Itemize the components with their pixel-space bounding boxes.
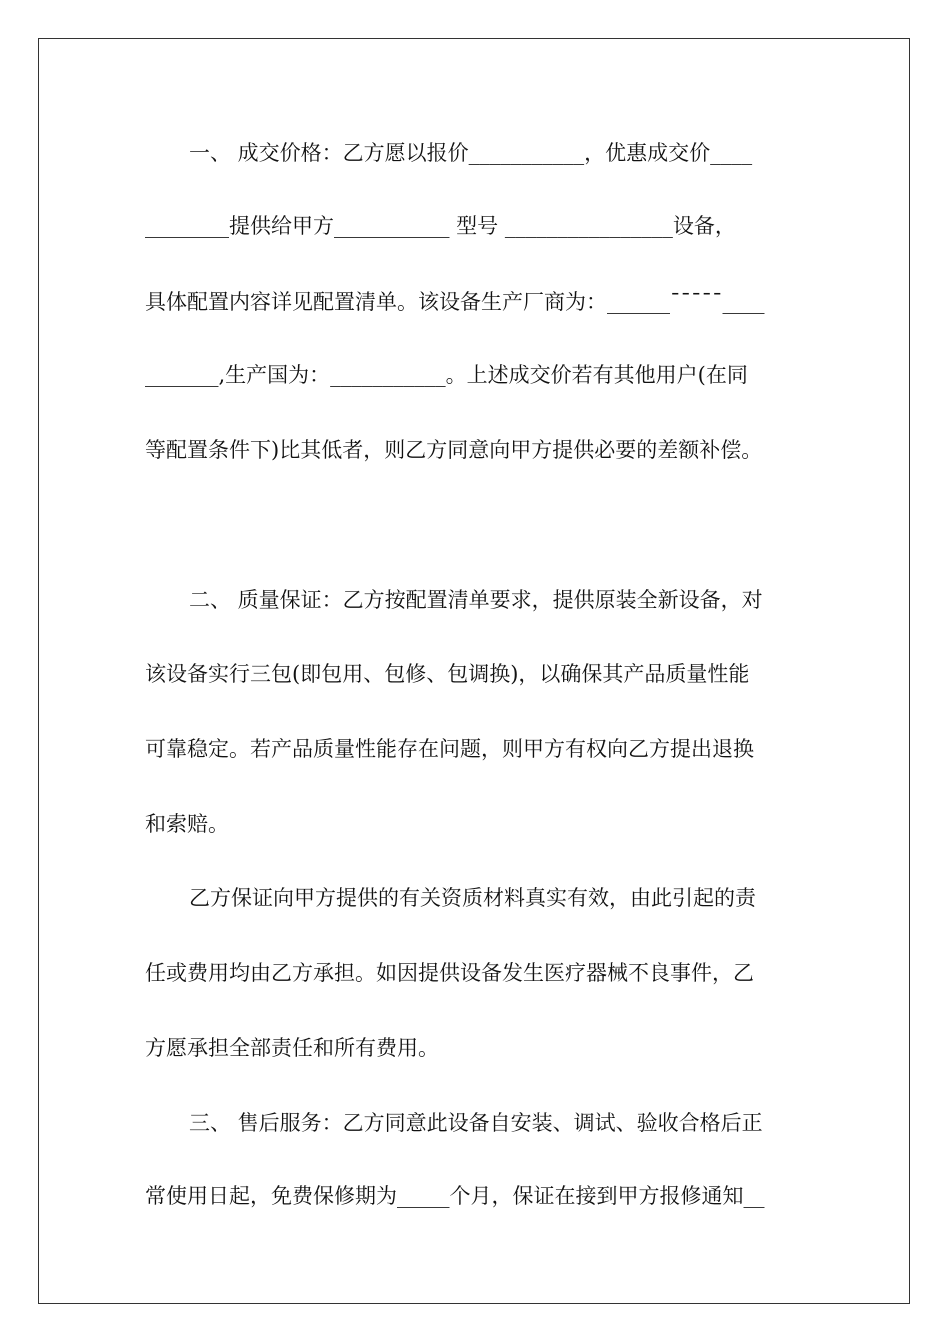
section2-line-1: 二、 质量保证：乙方按配置清单要求，提供原装全新设备，对 bbox=[189, 588, 763, 612]
guarantee-line-1: 乙方保证向甲方提供的有关资质材料真实有效，由此引起的责 bbox=[189, 886, 756, 910]
section3-line-2: 常使用日起，免费保修期为_____个月，保证在接到甲方报修通知__ bbox=[145, 1184, 765, 1208]
section1-line-2: ________提供给甲方___________ 型号 ________________设备， bbox=[145, 214, 736, 238]
section2-line-2: 该设备实行三包(即包用、包修、包调换)，以确保其产品质量性能 bbox=[145, 662, 750, 686]
section2-line-4: 和索赔。 bbox=[145, 812, 229, 836]
section1-line-1: 一、 成交价格：乙方愿以报价___________，优惠成交价____ bbox=[189, 141, 753, 165]
section1-line-4: _______,生产国为：___________。上述成交价若有其他用户(在同 bbox=[145, 363, 748, 387]
section1-line-5: 等配置条件下)比其低者，则乙方同意向甲方提供必要的差额补偿。 bbox=[145, 438, 763, 462]
section1-line-3: 具体配置内容详见配置清单。该设备生产厂商为：______¯¯¯¯¯____ bbox=[145, 290, 765, 314]
section3-line-1: 三、 售后服务：乙方同意此设备自安装、调试、验收合格后正 bbox=[189, 1111, 763, 1135]
guarantee-line-2: 任或费用均由乙方承担。如因提供设备发生医疗器械不良事件，乙 bbox=[145, 961, 754, 985]
guarantee-line-3: 方愿承担全部责任和所有费用。 bbox=[145, 1036, 439, 1060]
section2-line-3: 可靠稳定。若产品质量性能存在问题，则甲方有权向乙方提出退换 bbox=[145, 737, 754, 761]
